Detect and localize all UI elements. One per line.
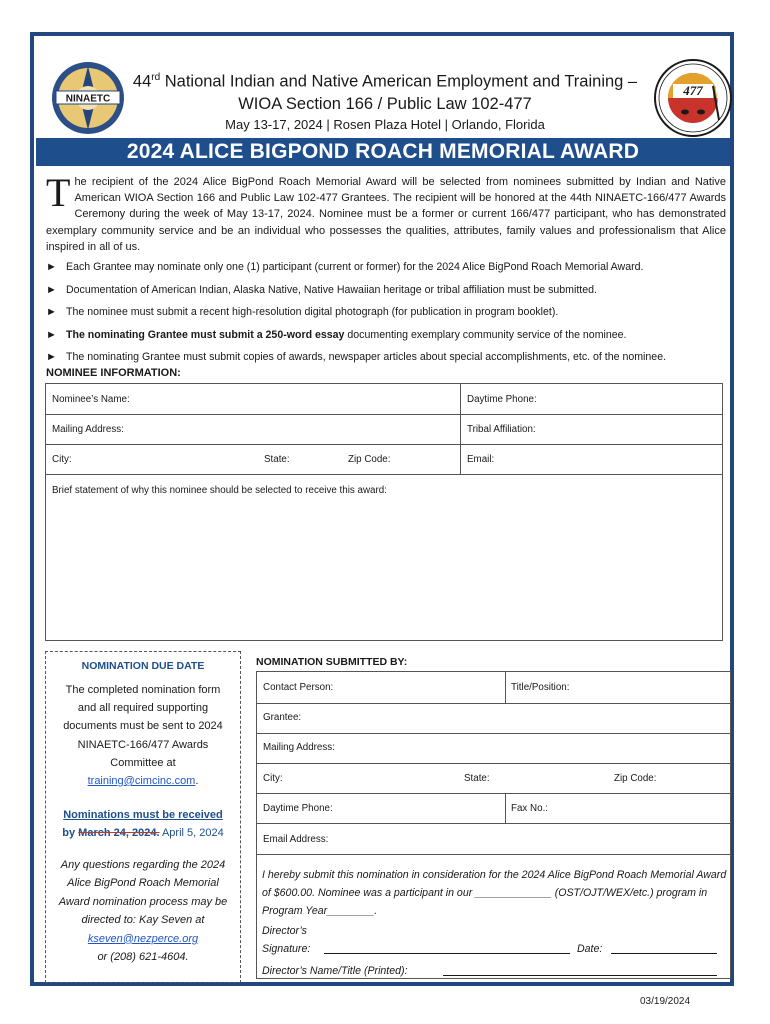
list-item: ► The nominating Grantee must submit copies of awards, newspaper articles about special accomplishments, etc. of the nominee. [46,348,736,371]
contact-questions: Any questions regarding the 2024 Alice BigPond Roach Memorial Award nomination process may be directed to: Kay Seven at kseven@nezperce.org or (208) 621-4604. [58,859,228,964]
due-deadline: Nominations must be received by March 24, 2024. April 5, 2024 [62,809,224,839]
nominee-form [45,383,723,641]
nominee-zip-field[interactable]: Zip Code: [348,454,391,465]
printed-name-label: Director’s Name/Title (Printed): [262,965,408,977]
ninaetc-logo-text: NINAETC [65,93,111,105]
nominee-city-field[interactable]: City: [52,454,72,465]
submitted-by-title: NOMINATION SUBMITTED BY: [256,656,408,668]
arrow-icon: ► [46,283,57,296]
list-item: ► The nominating Grantee must submit a 250-word essay documenting exemplary community service of the nominee. [46,326,736,349]
list-item: ► Documentation of American Indian, Alaska Native, Native Hawaiian heritage or tribal affiliation must be submitted. [46,281,736,304]
grantee-field[interactable]: Grantee: [263,712,302,723]
requirements-list [46,258,736,371]
intro-paragraph: The recipient of the 2024 Alice BigPond Roach Memorial Award will be selected from nominees submitted by Indian and Native American WIOA Section 166 and Public Law 102-477 Grantees. The recipient will be honored at the 44th NINAETC-166/477 Awards Ceremony during the week of May 13-17, 2024. Nominee must be a former or current 166/477 participant, who has demonstrated exemplary community service and be an individual who possesses the qualities, attributes, family values and professionalism that Alice inspired in all of us. [46,170,726,253]
signature-label: Signature: [262,943,311,955]
training-email-link[interactable]: training@cimcinc.com [87,775,196,788]
arrow-icon: ► [46,261,57,273]
contact-person-field[interactable]: Contact Person: [263,682,334,693]
attestation-text: I hereby submit this nomination in consideration for the 2024 Alice BigPond Roach Memorial Award of $600.00. Nominee was a participant in our _____________ (OST/OJT/WEX/etc.) program in Program Year________. [262,869,727,917]
477-workgroup-seal [653,58,733,138]
submitter-mailing-field[interactable]: Mailing Address: [263,742,335,753]
nominee-section-title: NOMINEE INFORMATION: [46,367,181,379]
nominee-email-field[interactable]: Email: [467,454,495,465]
printed-name-line[interactable] [443,975,717,976]
title-position-field[interactable]: Title/Position: [511,682,570,693]
submitter-city-field[interactable]: City: [263,773,283,784]
due-date-title: NOMINATION DUE DATE [81,660,205,672]
nominee-state-field[interactable]: State: [264,454,290,465]
date-line[interactable] [611,953,717,954]
revision-date: 03/19/2024 [640,996,691,1007]
list-item: ► Each Grantee may nominate only one (1) participant (current or former) for the 2024 Alice BigPond Roach Memorial Award. [46,258,736,281]
nominee-phone-field[interactable]: Daytime Phone: [467,394,537,405]
due-date-instructions: The completed nomination form and all required supporting documents must be sent to 2024 NINAETC-166/477 Awards Committee at training@cimcinc.com. [63,684,223,788]
nominee-mailing-field[interactable]: Mailing Address: [52,424,124,435]
award-title-banner: 2024 ALICE BIGPOND ROACH MEMORIAL AWARD [36,138,730,166]
old-deadline: March 24, 2024. [78,827,160,839]
date-label: Date: [577,943,603,955]
arrow-icon: ► [46,328,57,341]
submitter-zip-field[interactable]: Zip Code: [614,773,657,784]
drop-cap: T [46,170,71,215]
conference-subtitle: WIOA Section 166 / Public Law 102-477 [238,95,532,113]
submitter-phone-field[interactable]: Daytime Phone: [263,803,333,814]
signature-line[interactable] [324,953,570,954]
nominee-statement-field[interactable]: Brief statement of why this nominee should be selected to receive this award: [52,485,387,496]
kseven-email-link[interactable]: kseven@nezperce.org [87,932,199,945]
seal-number: 477 [683,83,703,98]
nominee-tribal-field[interactable]: Tribal Affiliation: [467,424,536,435]
new-deadline: April 5, 2024 [159,827,224,839]
fax-field[interactable]: Fax No.: [511,803,549,814]
conference-title: 44rd National Indian and Native American Employment and Training – [132,72,638,91]
event-details: May 13-17, 2024 | Rosen Plaza Hotel | Orlando, Florida [225,117,545,132]
arrow-icon: ► [46,351,57,363]
ninaetc-logo [50,60,126,136]
arrow-icon: ► [46,306,57,318]
attestation [262,866,728,980]
nominee-name-field[interactable]: Nominee’s Name: [52,394,130,405]
submitter-email-field[interactable]: Email Address: [263,834,329,845]
director-label: Director’s [262,925,307,937]
list-item: ► The nominee must submit a recent high-resolution digital photograph (for publication in program booklet). [46,303,736,326]
submitter-state-field[interactable]: State: [464,773,490,784]
